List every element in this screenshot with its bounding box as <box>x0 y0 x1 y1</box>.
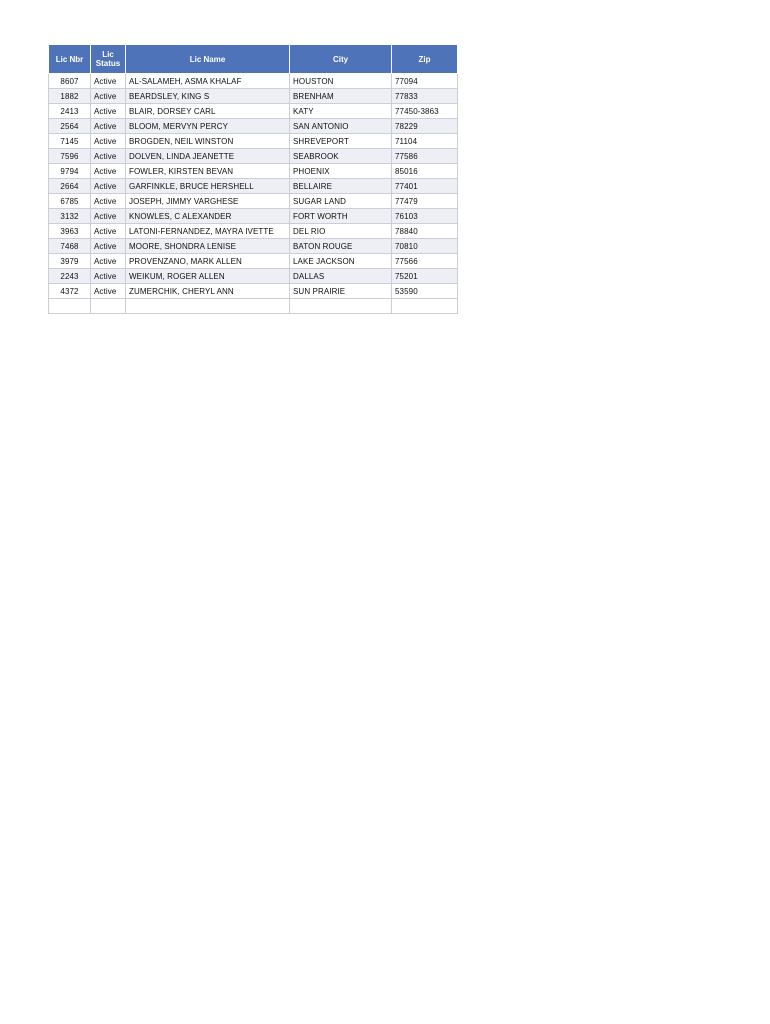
cell-city: BATON ROUGE <box>290 239 392 254</box>
cell-city: FORT WORTH <box>290 209 392 224</box>
table-row <box>49 164 458 179</box>
empty-cell <box>290 299 392 314</box>
table-row <box>49 134 458 149</box>
empty-cell <box>91 299 126 314</box>
cell-zip: 77566 <box>392 254 458 269</box>
cell-lic-status: Active <box>91 209 126 224</box>
cell-zip: 77833 <box>392 89 458 104</box>
table-row <box>49 239 458 254</box>
cell-lic-name: LATONI-FERNANDEZ, MAYRA IVETTE <box>126 224 290 239</box>
cell-lic-name: MOORE, SHONDRA LENISE <box>126 239 290 254</box>
cell-lic-nbr: 6785 <box>49 194 91 209</box>
cell-lic-nbr: 4372 <box>49 284 91 299</box>
cell-zip: 77450-3863 <box>392 104 458 119</box>
cell-lic-nbr: 1882 <box>49 89 91 104</box>
cell-lic-nbr: 2413 <box>49 104 91 119</box>
cell-zip: 53590 <box>392 284 458 299</box>
cell-zip: 70810 <box>392 239 458 254</box>
table-row <box>49 119 458 134</box>
table-row <box>49 284 458 299</box>
license-sheet <box>48 44 458 314</box>
cell-zip: 77094 <box>392 74 458 89</box>
cell-lic-status: Active <box>91 194 126 209</box>
cell-lic-name: PROVENZANO, MARK ALLEN <box>126 254 290 269</box>
header-city: City <box>290 45 392 74</box>
cell-lic-nbr: 2243 <box>49 269 91 284</box>
table-row <box>49 179 458 194</box>
cell-lic-nbr: 7145 <box>49 134 91 149</box>
table-row <box>49 104 458 119</box>
cell-city: BRENHAM <box>290 89 392 104</box>
cell-lic-status: Active <box>91 89 126 104</box>
cell-city: DALLAS <box>290 269 392 284</box>
cell-lic-name: FOWLER, KIRSTEN BEVAN <box>126 164 290 179</box>
cell-zip: 78229 <box>392 119 458 134</box>
cell-lic-name: AL-SALAMEH, ASMA KHALAF <box>126 74 290 89</box>
cell-zip: 77479 <box>392 194 458 209</box>
table-row <box>49 254 458 269</box>
empty-cell <box>392 299 458 314</box>
header-lic-nbr: Lic Nbr <box>49 45 91 74</box>
cell-lic-nbr: 7596 <box>49 149 91 164</box>
cell-lic-name: JOSEPH, JIMMY VARGHESE <box>126 194 290 209</box>
cell-city: PHOENIX <box>290 164 392 179</box>
cell-lic-status: Active <box>91 224 126 239</box>
cell-lic-name: DOLVEN, LINDA JEANETTE <box>126 149 290 164</box>
cell-lic-nbr: 7468 <box>49 239 91 254</box>
cell-lic-name: KNOWLES, C ALEXANDER <box>126 209 290 224</box>
cell-lic-status: Active <box>91 269 126 284</box>
cell-lic-nbr: 2664 <box>49 179 91 194</box>
empty-cell <box>126 299 290 314</box>
cell-lic-status: Active <box>91 104 126 119</box>
table-body <box>49 74 458 314</box>
table-row <box>49 74 458 89</box>
cell-zip: 77401 <box>392 179 458 194</box>
cell-lic-status: Active <box>91 134 126 149</box>
table-row <box>49 224 458 239</box>
table-header-row <box>49 45 458 74</box>
cell-lic-nbr: 8607 <box>49 74 91 89</box>
cell-lic-status: Active <box>91 119 126 134</box>
table-row <box>49 149 458 164</box>
cell-zip: 76103 <box>392 209 458 224</box>
cell-zip: 77586 <box>392 149 458 164</box>
header-zip: Zip <box>392 45 458 74</box>
cell-lic-status: Active <box>91 74 126 89</box>
cell-zip: 71104 <box>392 134 458 149</box>
table-row <box>49 209 458 224</box>
cell-lic-status: Active <box>91 284 126 299</box>
cell-lic-name: GARFINKLE, BRUCE HERSHELL <box>126 179 290 194</box>
table-row <box>49 89 458 104</box>
cell-city: DEL RIO <box>290 224 392 239</box>
cell-lic-name: BLAIR, DORSEY CARL <box>126 104 290 119</box>
cell-zip: 85016 <box>392 164 458 179</box>
cell-zip: 75201 <box>392 269 458 284</box>
license-table <box>48 44 458 314</box>
cell-city: SHREVEPORT <box>290 134 392 149</box>
cell-lic-status: Active <box>91 179 126 194</box>
header-lic-status: Lic Status <box>91 45 126 74</box>
cell-lic-name: BEARDSLEY, KING S <box>126 89 290 104</box>
empty-row <box>49 299 458 314</box>
cell-lic-status: Active <box>91 149 126 164</box>
table-row <box>49 194 458 209</box>
cell-lic-name: BROGDEN, NEIL WINSTON <box>126 134 290 149</box>
cell-city: SUGAR LAND <box>290 194 392 209</box>
empty-cell <box>49 299 91 314</box>
cell-city: LAKE JACKSON <box>290 254 392 269</box>
cell-lic-nbr: 3979 <box>49 254 91 269</box>
cell-lic-status: Active <box>91 164 126 179</box>
header-lic-name: Lic Name <box>126 45 290 74</box>
cell-city: SAN ANTONIO <box>290 119 392 134</box>
cell-lic-nbr: 3132 <box>49 209 91 224</box>
cell-city: KATY <box>290 104 392 119</box>
cell-lic-nbr: 9794 <box>49 164 91 179</box>
cell-city: SEABROOK <box>290 149 392 164</box>
table-row <box>49 269 458 284</box>
cell-city: HOUSTON <box>290 74 392 89</box>
cell-lic-name: BLOOM, MERVYN PERCY <box>126 119 290 134</box>
cell-lic-nbr: 2564 <box>49 119 91 134</box>
cell-zip: 78840 <box>392 224 458 239</box>
cell-lic-status: Active <box>91 239 126 254</box>
cell-lic-nbr: 3963 <box>49 224 91 239</box>
cell-lic-name: WEIKUM, ROGER ALLEN <box>126 269 290 284</box>
cell-city: BELLAIRE <box>290 179 392 194</box>
cell-lic-name: ZUMERCHIK, CHERYL ANN <box>126 284 290 299</box>
cell-city: SUN PRAIRIE <box>290 284 392 299</box>
cell-lic-status: Active <box>91 254 126 269</box>
